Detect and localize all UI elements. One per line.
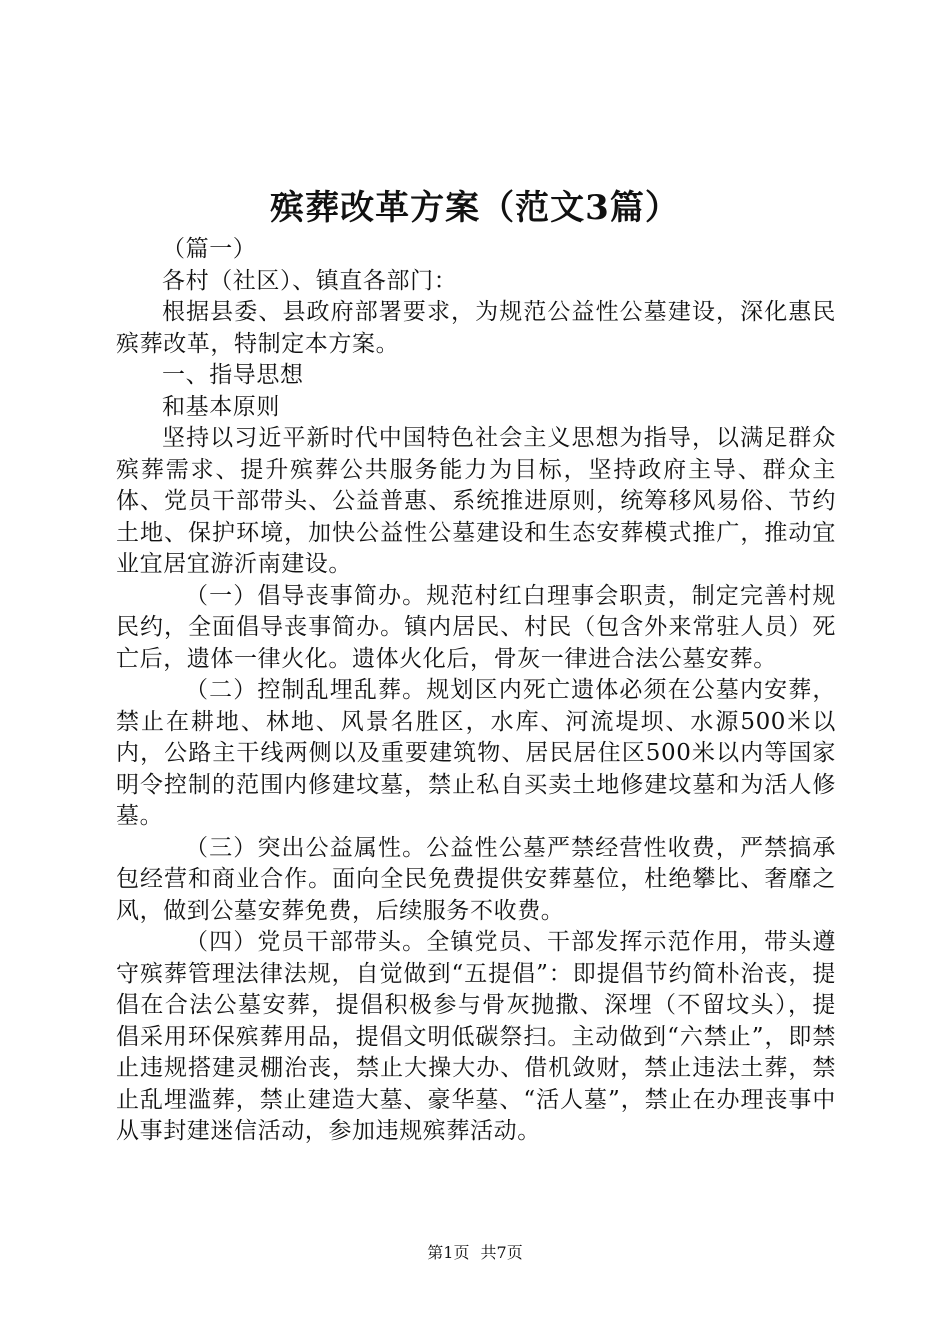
paragraph-intro: 根据县委、县政府部署要求，为规范公益性公墓建设，深化惠民殡葬改革，特制定本方案。: [116, 299, 836, 357]
paragraph-salutation: 各村（社区）、镇直各部门：: [162, 267, 458, 294]
paragraph-item-3: （三）突出公益属性。公益性公墓严禁经营性收费，严禁搞承包经营和商业合作。面向全民免费提供安葬墓位，杜绝攀比、奢靡之风，做到公墓安葬免费，后续服务不收费。: [116, 834, 836, 924]
paragraph-item-1: （一）倡导丧事简办。规范村红白理事会职责，制定完善村规民约，全面倡导丧事简办。镇内居民、村民（包含外来常驻人员）死亡后，遗体一律火化。遗体火化后，骨灰一律进合法公墓安葬。: [116, 582, 836, 672]
paragraph-section-label: （篇一）: [162, 236, 257, 262]
paragraph-heading-principles: 和基本原则: [162, 393, 280, 420]
document-body: [116, 234, 836, 1148]
paragraph-heading-guiding-thought: 一、指导思想: [162, 362, 304, 388]
page-footer: [0, 1242, 950, 1264]
paragraph-item-2: （二）控制乱埋乱葬。规划区内死亡遗体必须在公墓内安葬，禁止在耕地、林地、风景名胜区，水库、河流堤坝、水源500米以内，公路主干线两侧以及重要建筑物、居民居住区500米以内等国家明令控制的范围内修建坟墓，禁止私自买卖土地修建坟墓和为活人修墓。: [116, 677, 836, 829]
document-title: 殡葬改革方案（范文3篇）: [270, 188, 680, 228]
page-total: 共7页: [480, 1243, 523, 1262]
paragraph-guiding-text: 坚持以习近平新时代中国特色社会主义思想为指导，以满足群众殡葬需求、提升殡葬公共服务能力为目标，坚持政府主导、群众主体、党员干部带头、公益普惠、系统推进原则，统筹移风易俗、节约土地、保护环境，加快公益性公墓建设和生态安葬模式推广，推动宜业宜居宜游沂南建设。: [116, 425, 836, 577]
page-number: 第1页: [427, 1243, 470, 1262]
paragraph-item-4: （四）党员干部带头。全镇党员、干部发挥示范作用，带头遵守殡葬管理法律法规，自觉做到“五提倡”：即提倡节约简朴治丧，提倡在合法公墓安葬，提倡积极参与骨灰抛撒、深埋（不留坟头），提倡采用环保殡葬用品，提倡文明低碳祭扫。主动做到“六禁止”，即禁止违规搭建灵棚治丧，禁止大操大办、借机敛财，禁止违法土葬，禁止乱埋滥葬，禁止建造大墓、豪华墓、“活人墓”，禁止在办理丧事中从事封建迷信活动，参加违规殡葬活动。: [116, 929, 836, 1144]
